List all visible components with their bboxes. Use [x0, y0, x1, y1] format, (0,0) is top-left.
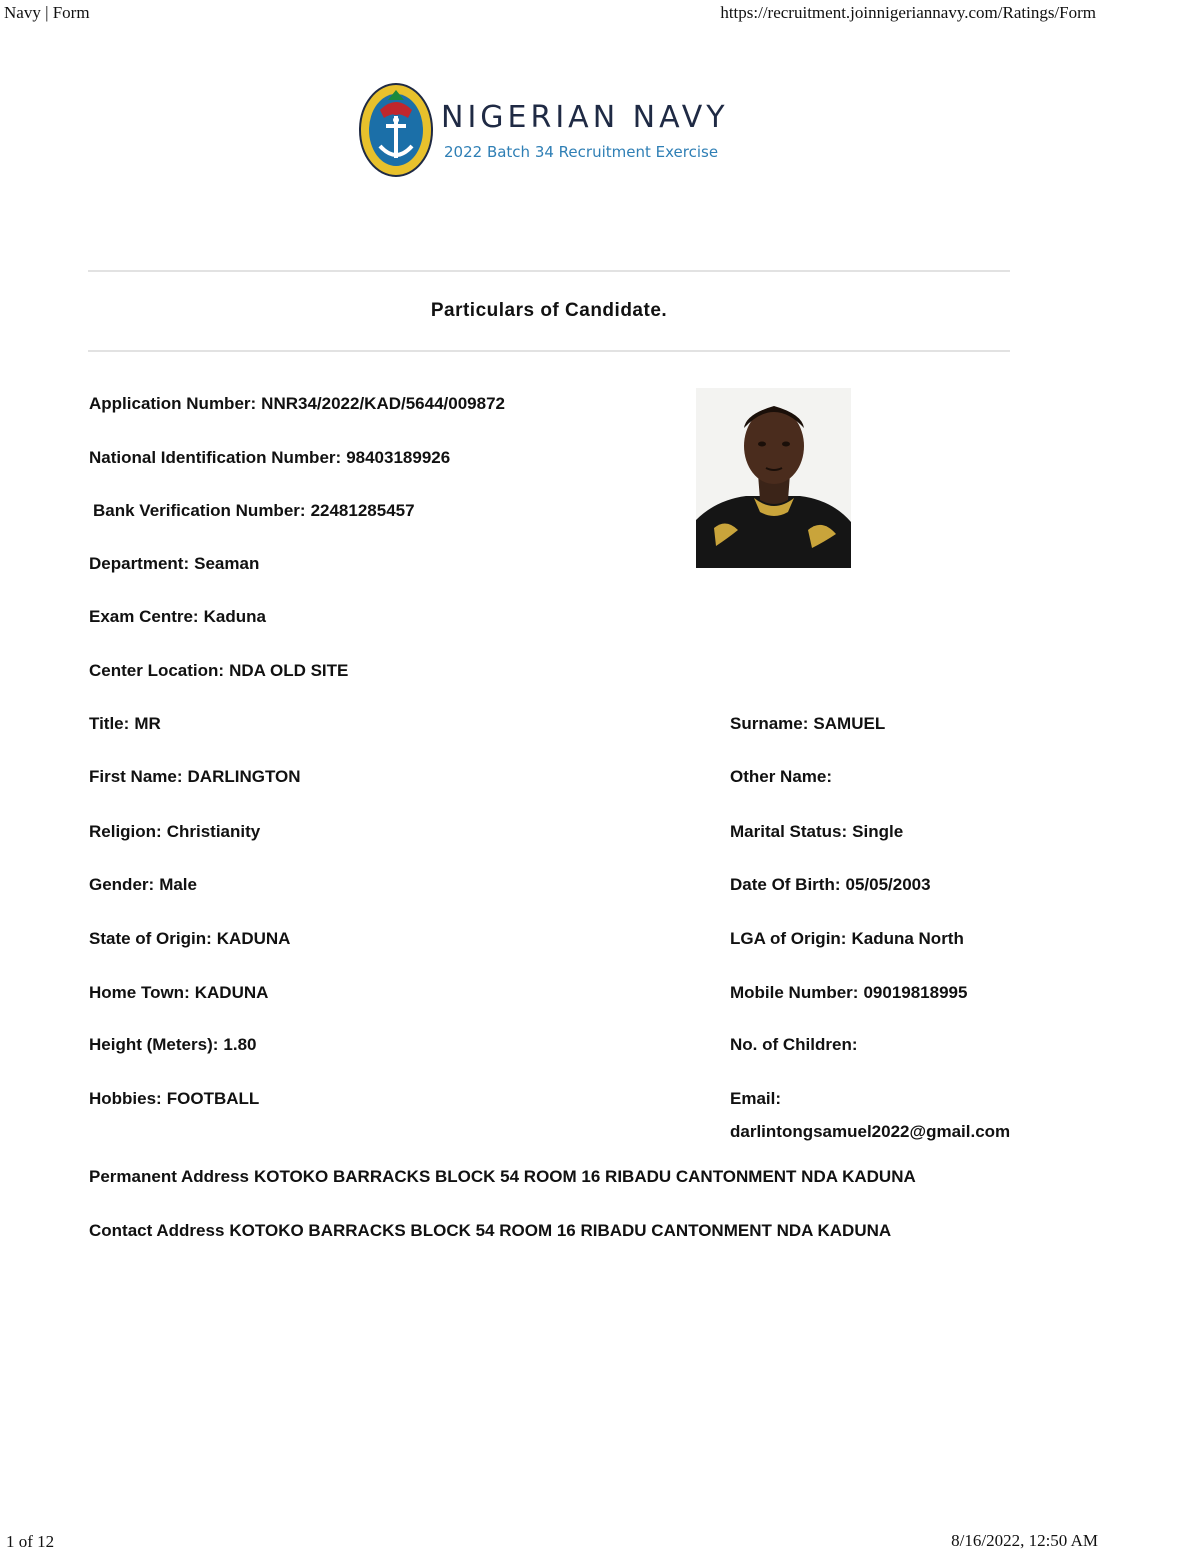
field-height — [89, 1035, 257, 1055]
field-label: First Name: — [89, 767, 183, 786]
field-marital-status — [730, 822, 903, 842]
field-label: National Identification Number: — [89, 448, 342, 467]
brand-subtitle: 2022 Batch 34 Recruitment Exercise — [444, 143, 719, 161]
field-label: Other Name: — [730, 767, 833, 786]
field-mobile-number — [730, 983, 967, 1003]
field-value: NDA OLD SITE — [229, 661, 349, 680]
field-no-of-children — [730, 1035, 862, 1055]
field-value: Kaduna North — [851, 929, 964, 948]
field-label: Permanent Address — [89, 1167, 249, 1186]
field-label: Gender: — [89, 875, 155, 894]
field-label: Department: — [89, 554, 190, 573]
field-label: Contact Address — [89, 1221, 225, 1240]
field-label: Email: — [730, 1089, 782, 1108]
field-label: Hobbies: — [89, 1089, 162, 1108]
field-label: Mobile Number: — [730, 983, 859, 1002]
field-value: 09019818995 — [863, 983, 968, 1002]
candidate-photo — [696, 388, 851, 568]
print-footer-timestamp: 8/16/2022, 12:50 AM — [951, 1531, 1098, 1550]
field-label: Title: — [89, 714, 130, 733]
field-label: Surname: — [730, 714, 809, 733]
field-value: NNR34/2022/KAD/5644/009872 — [261, 394, 505, 413]
field-bvn — [93, 501, 415, 521]
field-contact-address — [89, 1221, 891, 1241]
field-religion — [89, 822, 260, 842]
field-value: MR — [134, 714, 161, 733]
field-value: 1.80 — [223, 1035, 257, 1054]
field-first-name — [89, 767, 301, 787]
field-application-number — [89, 394, 505, 414]
field-email — [730, 1082, 1030, 1148]
field-value: Kaduna — [203, 607, 266, 626]
field-label: Marital Status: — [730, 822, 848, 841]
field-value: 98403189926 — [346, 448, 451, 467]
field-date-of-birth — [730, 875, 931, 895]
field-center-location — [89, 661, 348, 681]
divider-bottom — [88, 350, 1010, 352]
field-label: Exam Centre: — [89, 607, 199, 626]
section-title: Particulars of Candidate. — [430, 300, 668, 321]
field-value: Christianity — [166, 822, 261, 841]
field-label: Date Of Birth: — [730, 875, 841, 894]
field-label: Religion: — [89, 822, 162, 841]
field-surname — [730, 714, 885, 734]
print-header-url: https://recruitment.joinnigeriannavy.com/Ratings/Form — [720, 3, 1096, 22]
field-label: Home Town: — [89, 983, 190, 1002]
field-label: State of Origin: — [89, 929, 212, 948]
field-value: Male — [159, 875, 197, 894]
field-value: KOTOKO BARRACKS BLOCK 54 ROOM 16 RIBADU CANTONMENT NDA KADUNA — [229, 1221, 892, 1240]
field-label: LGA of Origin: — [730, 929, 847, 948]
field-gender — [89, 875, 197, 895]
field-label: Bank Verification Number: — [93, 501, 306, 520]
field-home-town — [89, 983, 268, 1003]
field-value: Seaman — [194, 554, 260, 573]
field-value: DARLINGTON — [187, 767, 301, 786]
field-value: 22481285457 — [310, 501, 415, 520]
navy-logo — [356, 82, 756, 182]
field-exam-centre — [89, 607, 266, 627]
field-nin — [89, 448, 450, 468]
field-value: Single — [852, 822, 904, 841]
field-department — [89, 554, 259, 574]
field-value: SAMUEL — [813, 714, 886, 733]
field-other-name — [730, 767, 837, 787]
field-label: No. of Children: — [730, 1035, 858, 1054]
print-footer-page-count: 1 of 12 — [6, 1532, 55, 1551]
field-value: 05/05/2003 — [845, 875, 931, 894]
field-title — [89, 714, 161, 734]
navy-crest-icon — [358, 82, 434, 178]
brand-name: NIGERIAN NAVY — [441, 100, 729, 135]
field-label: Center Location: — [89, 661, 225, 680]
print-header-title: Navy | Form — [4, 3, 90, 22]
divider-top — [88, 270, 1010, 272]
field-value: KADUNA — [216, 929, 291, 948]
field-value: KADUNA — [194, 983, 269, 1002]
field-label: Height (Meters): — [89, 1035, 219, 1054]
field-state-of-origin — [89, 929, 290, 949]
field-value: FOOTBALL — [166, 1089, 260, 1108]
field-label: Application Number: — [89, 394, 257, 413]
field-hobbies — [89, 1089, 259, 1109]
field-value: darlintongsamuel2022@gmail.com — [730, 1122, 1011, 1141]
field-value: KOTOKO BARRACKS BLOCK 54 ROOM 16 RIBADU CANTONMENT NDA KADUNA — [253, 1167, 916, 1186]
candidate-passport-photo-icon — [696, 388, 851, 568]
field-permanent-address — [89, 1167, 916, 1187]
field-lga-of-origin — [730, 929, 964, 949]
